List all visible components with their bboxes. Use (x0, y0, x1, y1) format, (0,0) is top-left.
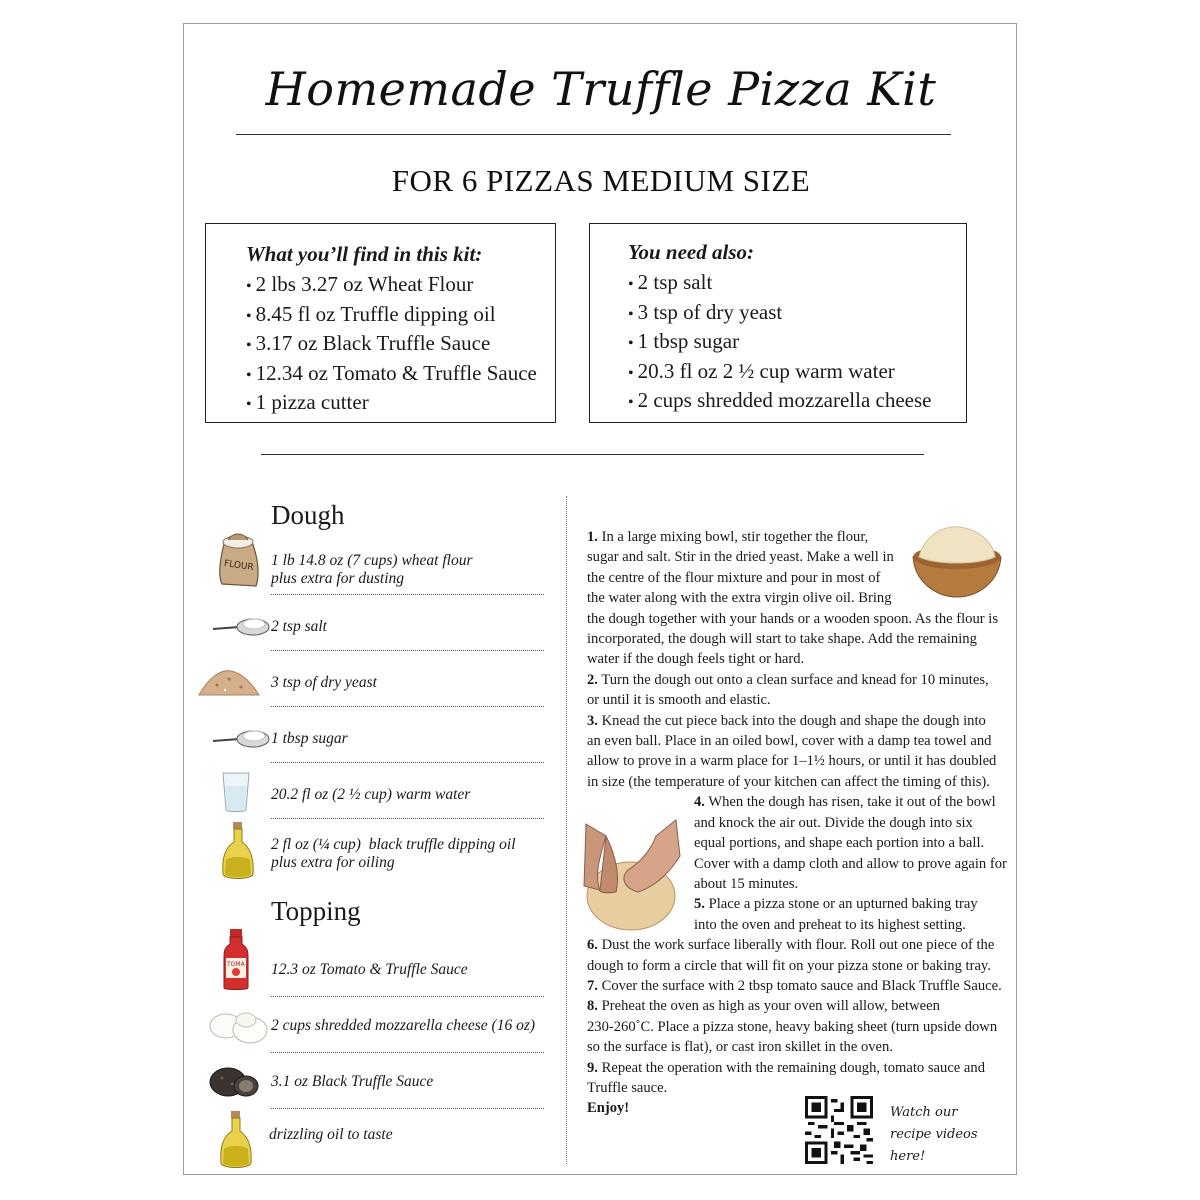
ingredient-salt: 2 tsp salt (271, 618, 327, 635)
ingredient-yeast: 3 tsp of dry yeast (271, 674, 377, 691)
ingredient-flour-line2: plus extra for dusting (271, 570, 405, 587)
step-3-line: in size (the temperature of your kitchen can affect the timing of this). (587, 773, 990, 790)
step-1-line: the centre of the flour mixture and pour in most of (587, 569, 881, 586)
tomato-sauce-bottle-icon (221, 928, 251, 997)
oil-bottle-icon (216, 1109, 256, 1178)
dotted-divider (271, 706, 544, 707)
step-1-line: sugar and salt. Stir in the dried yeast. Make a well in (587, 549, 894, 566)
flour-sack-label: FLOUR (223, 558, 255, 574)
topping-heading: Topping (271, 896, 361, 926)
oil-bottle-icon (218, 820, 258, 889)
qr-caption (890, 1102, 1016, 1168)
step-8-line: 230-260˚C. Place a pizza stone, heavy baking sheet (turn upside down (587, 1018, 998, 1035)
list-item: • 2 cups shredded mozzarella cheese (628, 387, 966, 417)
step-4-block (587, 792, 1012, 935)
kit-contents-list (246, 271, 555, 419)
ingredient-truffle-sauce: 3.1 oz Black Truffle Sauce (271, 1073, 434, 1090)
page-title: Homemade Truffle Pizza Kit (265, 62, 937, 116)
step-6-line: 6. Dust the work surface liberally with flour. Roll out one piece of the (587, 937, 995, 954)
step-1-line: 1. In a large mixing bowl, stir together the flour, (587, 529, 869, 545)
step-9-line: 9. Repeat the operation with the remaining dough, tomato sauce and (587, 1059, 985, 1076)
step-1-line: water if the dough feels tight or hard. (587, 651, 805, 668)
step-number: 1. (587, 529, 598, 545)
truffle-icon (206, 1060, 262, 1107)
yeast-pile-icon (197, 665, 261, 704)
ingredient-oil-line2: plus extra for oiling (271, 854, 395, 871)
page-subtitle: FOR 6 PIZZAS MEDIUM SIZE (391, 163, 811, 198)
list-item: • 2 lbs 3.27 oz Wheat Flour (246, 271, 555, 301)
step-4-line: 4. When the dough has risen, take it out of the bowl (694, 794, 996, 811)
step-4-line: and knock the air out. Divide the dough into six (694, 814, 973, 831)
section-divider (261, 454, 924, 455)
list-item: • 8.45 fl oz Truffle dipping oil (246, 301, 555, 331)
needed-items-list (628, 269, 966, 417)
list-item: • 12.34 oz Tomato & Truffle Sauce (246, 360, 555, 390)
mozzarella-icon (206, 1008, 270, 1053)
ingredient-drizzle-oil: drizzling oil to taste (269, 1126, 393, 1143)
needed-items-heading: You need also: (628, 240, 754, 264)
ingredient-flour-line1: 1 lb 14.8 oz (7 cups) wheat flour (271, 552, 473, 569)
list-item: • 1 tbsp sugar (628, 328, 966, 358)
column-divider (566, 496, 567, 1164)
dough-heading: Dough (271, 500, 345, 530)
step-3-line: 3. Knead the cut piece back into the dough and shape the dough into (587, 712, 986, 729)
step-6-line: dough to form a circle that will fit on your pizza stone or baking tray. (587, 957, 991, 974)
dotted-divider (271, 996, 544, 997)
step-2-line: 2. Turn the dough out onto a clean surface and knead for 10 minutes, (587, 671, 989, 688)
step-7-line: 7. Cover the surface with 2 tbsp tomato sauce and Black Truffle Sauce. (587, 977, 1002, 994)
ingredient-oil-line1: 2 fl oz (¼ cup) black truffle dipping oil (271, 836, 516, 853)
step-number: 6. (587, 937, 598, 954)
list-item: • 1 pizza cutter (246, 389, 555, 419)
step-1-line: incorporated, the dough will start to take shape. Add the remaining (587, 631, 977, 648)
step-9-line: Truffle sauce. (587, 1079, 668, 1096)
list-item: • 2 tsp salt (628, 269, 966, 299)
dotted-divider (271, 1052, 544, 1053)
step-4-line: Cover with a damp cloth and allow to prove again for (694, 855, 1007, 872)
step-8-line: so the surface is flat), or cast iron skillet in the oven. (587, 1039, 893, 1056)
step-5-line: into the oven and preheat to its highest setting. (694, 916, 966, 933)
sugar-spoon-icon (211, 725, 271, 760)
water-glass-icon (220, 770, 252, 819)
title-divider (236, 134, 951, 135)
step-5-line: 5. Place a pizza stone or an upturned baking tray (694, 896, 978, 913)
dotted-divider (271, 650, 544, 651)
instructions (587, 527, 1012, 1119)
list-item: • 3 tsp of dry yeast (628, 299, 966, 329)
ingredient-mozzarella: 2 cups shredded mozzarella cheese (16 oz) (271, 1017, 536, 1034)
list-item: • 20.3 fl oz 2 ½ cup warm water (628, 358, 966, 388)
qr-caption-line2: recipe videos here! (890, 1127, 978, 1164)
list-item: • 3.17 oz Black Truffle Sauce (246, 330, 555, 360)
step-number: 3. (587, 712, 598, 729)
ingredient-tomato-sauce: 12.3 oz Tomato & Truffle Sauce (271, 961, 468, 978)
salt-spoon-icon (211, 613, 271, 648)
step-number: 5. (694, 896, 705, 913)
ingredient-flour (271, 552, 473, 588)
step-1-line: the dough together with your hands or a wooden spoon. As the flour is (587, 610, 998, 627)
step-3-line: allow to prove in a warm place for 1–1½ hours, or until it has doubled (587, 753, 997, 770)
step-number: 8. (587, 998, 598, 1015)
step-number: 4. (694, 794, 705, 811)
step-1-line: the water along with the extra virgin olive oil. Bring (587, 590, 892, 607)
flour-sack-icon (214, 530, 264, 593)
step-4-line: about 15 minutes. (694, 875, 799, 892)
step-2-line: or until it is smooth and elastic. (587, 692, 771, 709)
ingredient-sugar: 1 tbsp sugar (271, 730, 348, 747)
dotted-divider (271, 1108, 544, 1109)
step-4-line: equal portions, and shape each portion into a ball. (694, 835, 985, 852)
qr-code[interactable] (805, 1096, 873, 1169)
step-number: 2. (587, 671, 598, 688)
dotted-divider (271, 594, 544, 595)
recipe-card (183, 23, 1017, 1175)
needed-items-box (589, 223, 967, 423)
kit-contents-heading: What you’ll find in this kit: (246, 242, 483, 266)
step-3-line: an even ball. Place in an oiled bowl, cover with a damp tea towel and (587, 733, 992, 750)
dotted-divider (271, 818, 544, 819)
ingredient-oil (271, 836, 516, 872)
step-8-line: 8. Preheat the oven as high as your oven will allow, between (587, 998, 940, 1015)
sauce-label-text: TOMA (227, 961, 245, 968)
step-number: 7. (587, 977, 598, 994)
ingredient-water: 20.2 fl oz (2 ½ cup) warm water (271, 786, 471, 803)
enjoy-text: Enjoy! (587, 1100, 630, 1117)
dotted-divider (271, 762, 544, 763)
kit-contents-box (205, 223, 556, 423)
qr-caption-line1: Watch our (890, 1105, 958, 1120)
step-number: 9. (587, 1059, 598, 1076)
